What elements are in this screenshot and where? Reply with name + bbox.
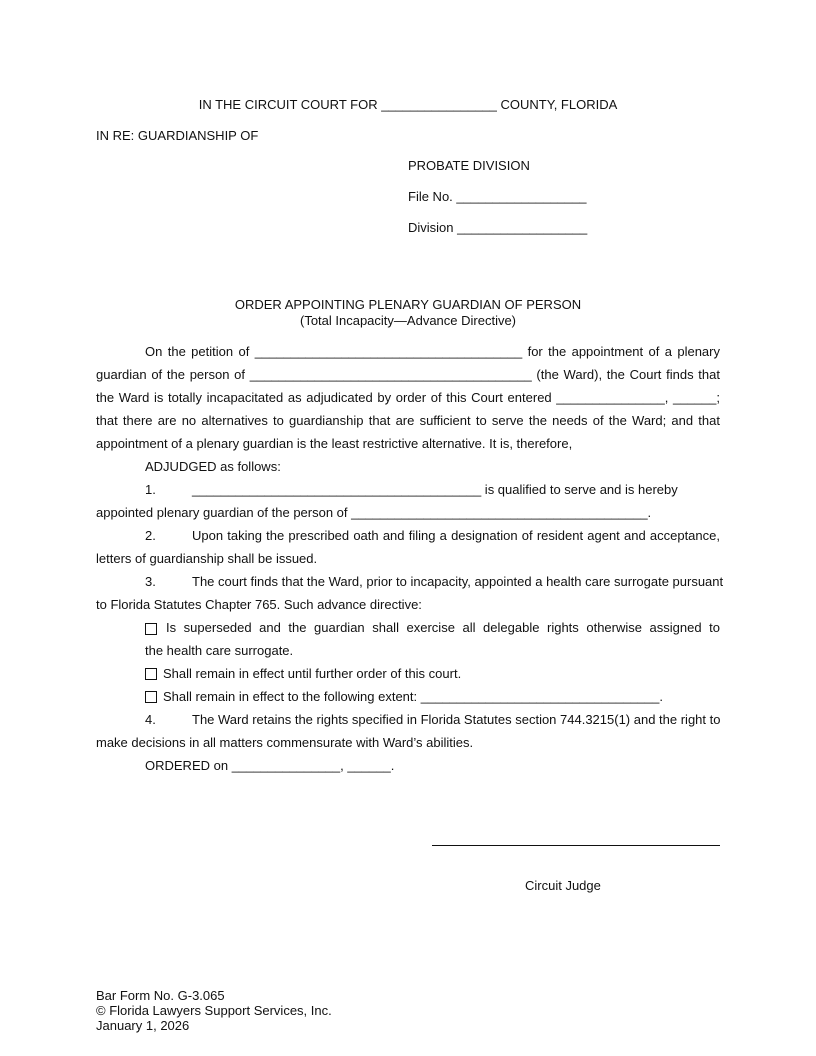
item-1-number: 1. [145,482,156,497]
option-remain-until-order[interactable] [145,666,461,681]
item-3-line-2: to Florida Statutes Chapter 765. Such advance directive: [96,597,422,612]
item-2-line-1: Upon taking the prescribed oath and filing a designation of resident agent and acceptance, [192,528,720,543]
division-line: Division __________________ [408,220,588,235]
in-re-line: IN RE: GUARDIANSHIP OF [96,128,259,143]
petition-line-5: appointment of a plenary guardian is the least restrictive alternative. It is, therefore, [96,436,573,451]
petition-line-2: guardian of the person of _______________________________________ (the Ward), the Court finds that [96,367,720,382]
order-title: ORDER APPOINTING PLENARY GUARDIAN OF PERSON [234,297,582,312]
form-date: January 1, 2026 [96,1018,190,1033]
item-1-line-1: ________________________________________ is qualified to serve and is hereby [192,482,678,497]
adjudged-heading: ADJUDGED as follows: [145,459,281,474]
option-remain-until-order-checkbox[interactable] [145,668,157,680]
item-3-line-1: The court finds that the Ward, prior to incapacity, appointed a health care surrogate pursuant [192,574,724,589]
copyright-notice: © Florida Lawyers Support Services, Inc. [96,1003,332,1018]
ordered-line: ORDERED on _______________, ______. [145,758,395,773]
petition-line-1: On the petition of _____________________________________ for the appointment of a plenary [145,344,720,359]
option-remain-extent[interactable] [145,689,663,704]
item-4-line-2: make decisions in all matters commensurate with Ward’s abilities. [96,735,474,750]
signature-line [432,845,720,846]
bar-form-number: Bar Form No. G-3.065 [96,988,225,1003]
item-1-line-2: appointed plenary guardian of the person of _________________________________________. [96,505,652,520]
probate-division: PROBATE DIVISION [408,158,530,173]
item-4-number: 4. [145,712,156,727]
court-line: IN THE CIRCUIT COURT FOR ________________ COUNTY, FLORIDA [198,97,618,112]
item-2-line-2: letters of guardianship shall be issued. [96,551,318,566]
circuit-judge-label: Circuit Judge [525,878,601,893]
petition-line-3: the Ward is totally incapacitated as adjudicated by order of this Court entered _______________, ______; [96,390,720,405]
file-number: File No. __________________ [408,189,587,204]
option-superseded-line-2: the health care surrogate. [145,643,294,658]
option-remain-until-order-label: Shall remain in effect until further order of this court. [163,666,462,681]
option-remain-extent-label: Shall remain in effect to the following extent: _________________________________. [163,689,663,704]
option-superseded-line-1: Is superseded and the guardian shall exercise all delegable rights otherwise assigned to [166,620,720,635]
option-superseded-checkbox[interactable] [145,621,163,636]
order-subtitle: (Total Incapacity—Advance Directive) [299,313,517,328]
item-4-line-1: The Ward retains the rights specified in Florida Statutes section 744.3215(1) and the right to [192,712,721,727]
petition-line-4: that there are no alternatives to guardianship that are sufficient to serve the needs of the Ward; and that [96,413,720,428]
item-3-number: 3. [145,574,156,589]
option-remain-extent-checkbox[interactable] [145,691,157,703]
item-2-number: 2. [145,528,156,543]
